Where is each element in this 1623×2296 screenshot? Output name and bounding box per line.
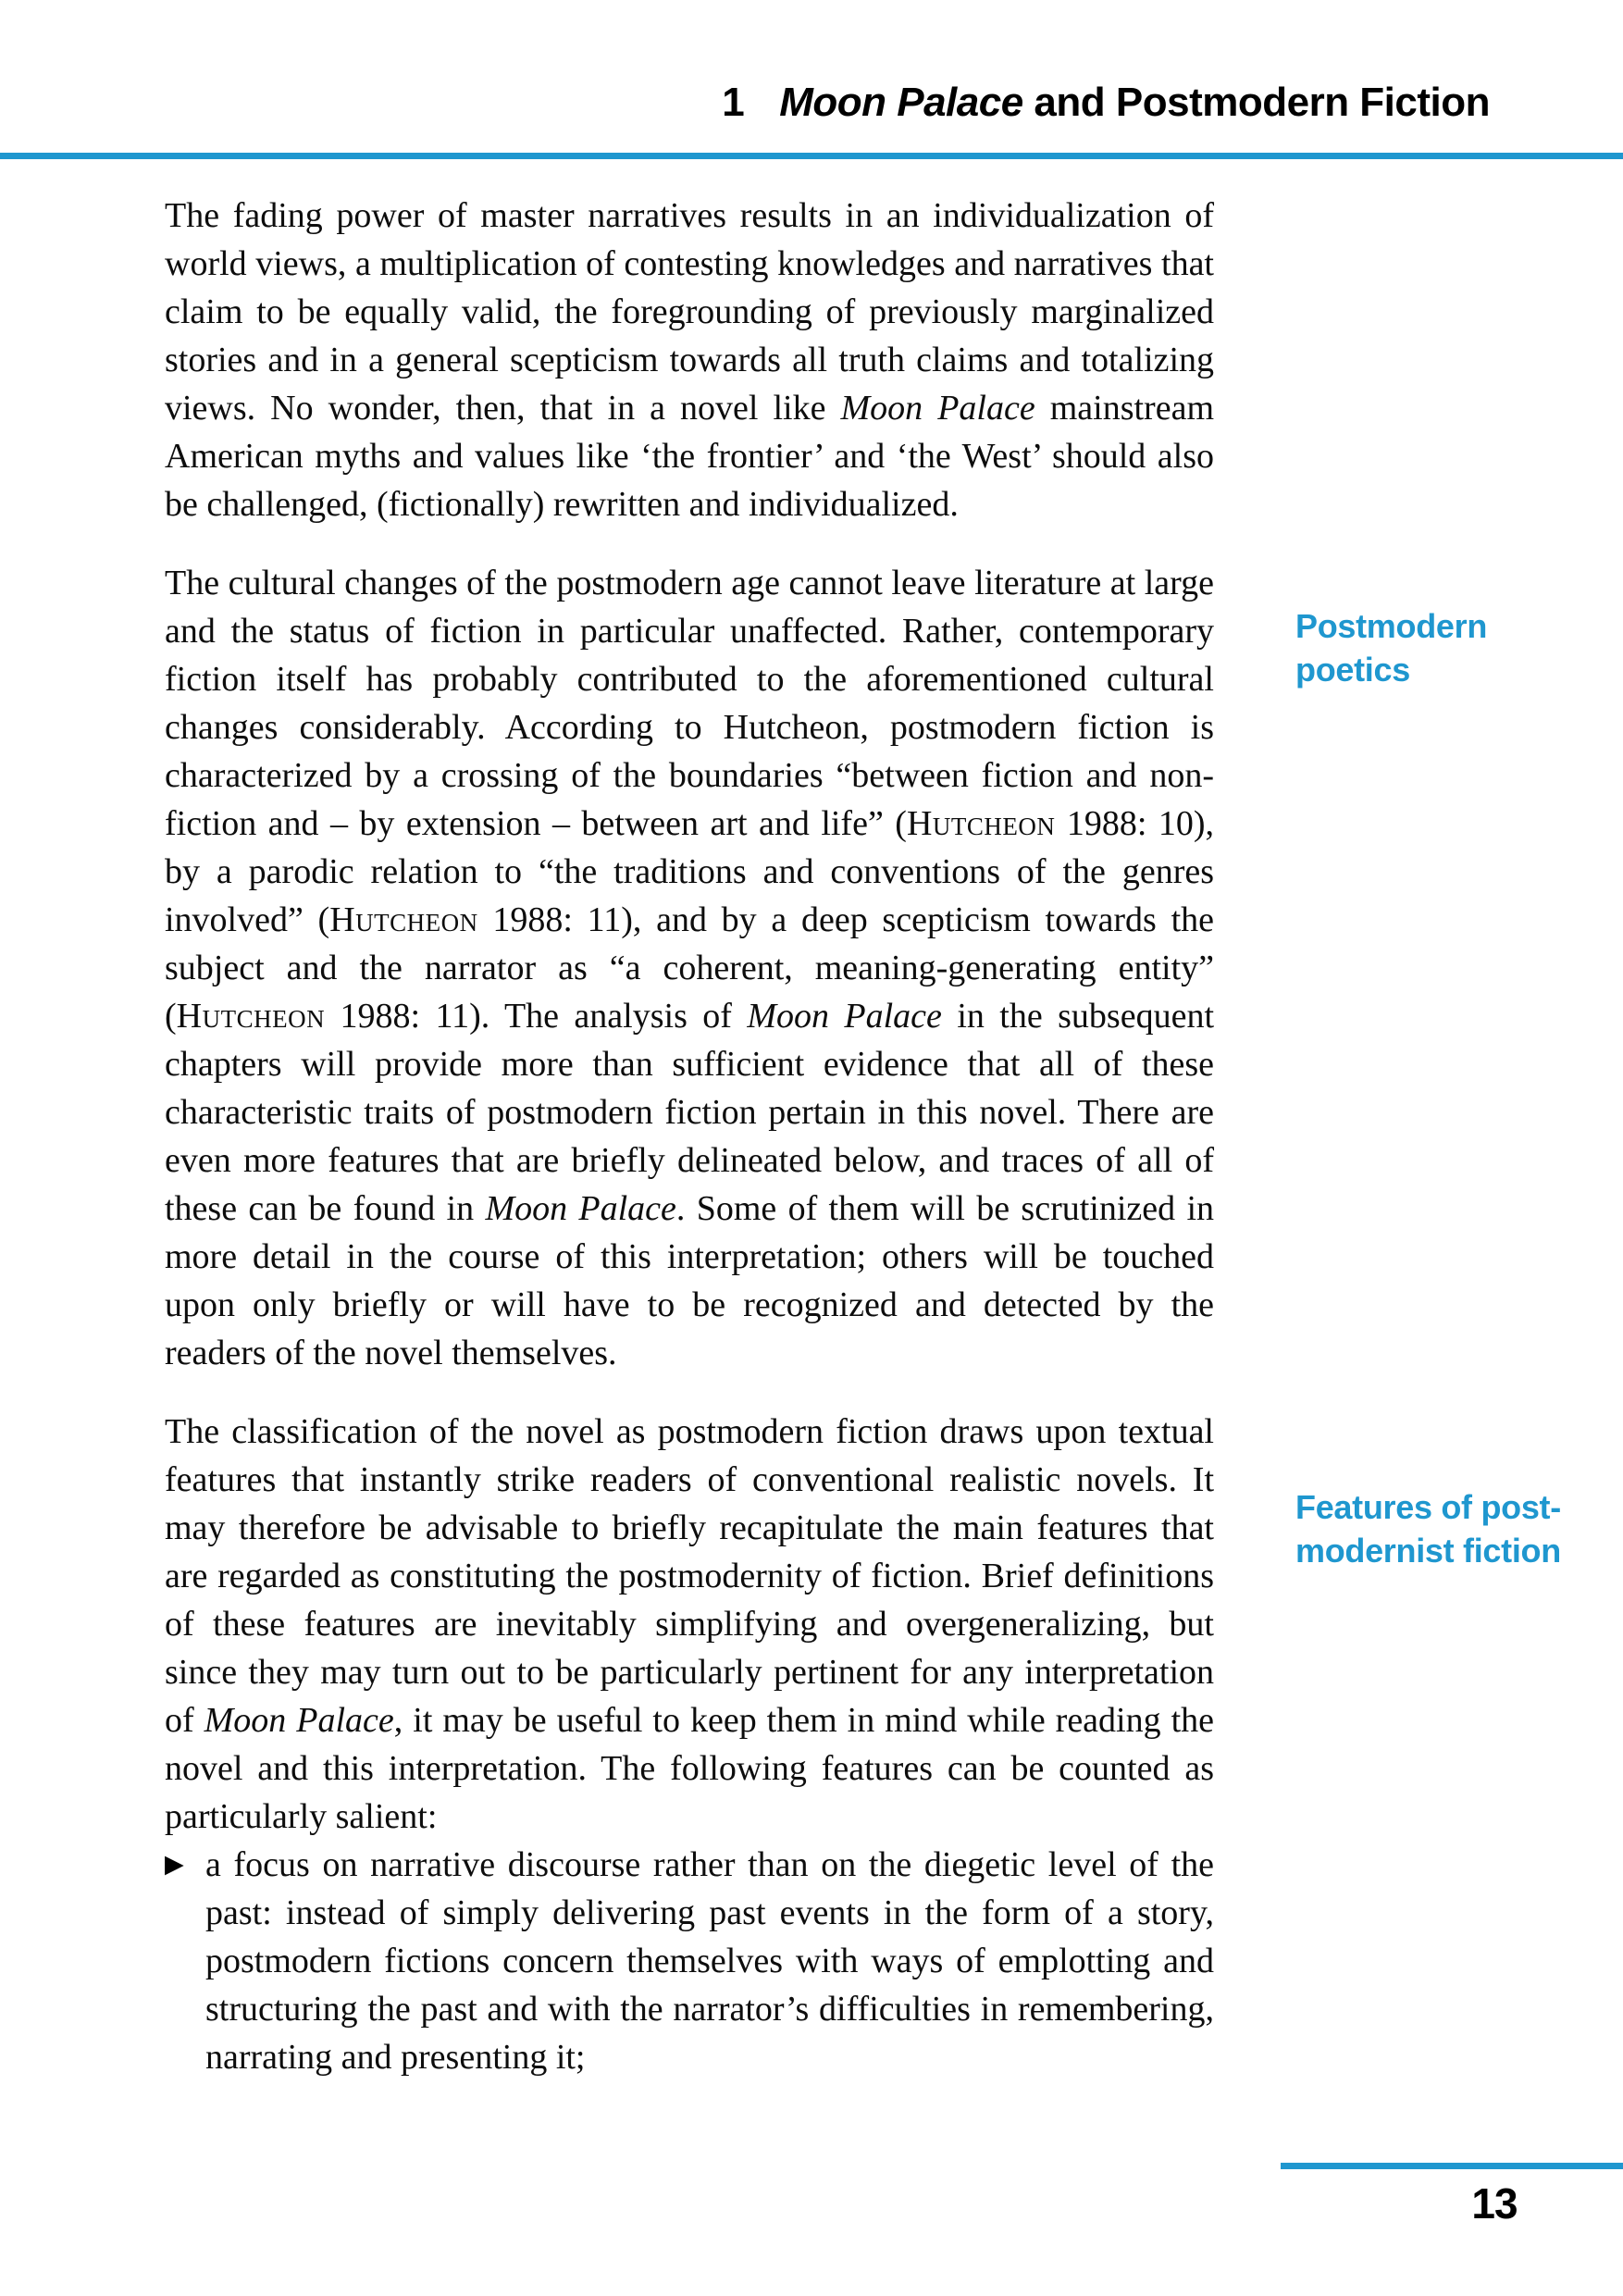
margin-note-features-of-postmodernist-fiction: Features of post-modernist fiction xyxy=(1295,1488,1561,1570)
body-paragraph-1: The fading power of master narratives results in an individualization of world views, a multiplication of contesting knowledges and narratives that claim to be equally valid, the foregrounding of previously marginalized stories and in a general scepticism towards all truth claims and totalizing views. No wonder, then, that in a novel like Moon Palace mainstream American myths and values like ‘the frontier’ and ‘the West’ should also be challenged, (fictionally) rewritten and individualized. xyxy=(165,196,1215,524)
chapter-heading xyxy=(722,80,1490,126)
body-paragraph-3: The classification of the novel as postmodern fiction draws upon textual features that instantly strike readers of conventional realistic novels. It may therefore be advisable to briefly recapitulate the main features that are regarded as constituting the postmodernity of fiction. Brief definitions of these features are inevitably simplifying and overgeneralizing, but since they may turn out to be particularly pertinent for any interpretation of Moon Palace, it may be useful to keep them in mind while reading the novel and this interpretation. The following features can be counted as particularly salient: xyxy=(165,1412,1215,1836)
chapter-title-book-name: Moon Palace xyxy=(779,80,1023,125)
page-number: 13 xyxy=(1471,2179,1518,2228)
margin-note-postmodern-poetics: Postmodern poetics xyxy=(1295,607,1488,689)
body-text-column xyxy=(165,192,1214,2081)
bullet-list-item xyxy=(165,1841,1214,2081)
body-paragraph-2: The cultural changes of the postmodern age cannot leave literature at large and the status of fiction in particular unaffected. Rather, contemporary fiction itself has probably contributed to the aforementioned cultural changes considerably. According to Hutcheon, postmodern fiction is characterized by a crossing of the boundaries “between fiction and non-fiction and – by extension – between art and life” (Hutcheon 1988: 10), by a parodic relation to “the traditions and conventions of the genres involved” (Hutcheon 1988: 11), and by a deep scepticism towards the subject and the narrator as “a coherent, meaning-generating entity” (Hutcheon 1988: 11). The analysis of Moon Palace in the subsequent chapters will provide more than sufficient evidence that all of these characteristic traits of postmodern fiction pertain in this novel. There are even more features that are briefly delineated below, and traces of all of these can be found in Moon Palace. Some of them will be scrutinized in more detail in the course of this interpretation; others will be touched upon only briefly or will have to be recognized and detected by the readers of the novel themselves. xyxy=(165,564,1215,1372)
chapter-title xyxy=(779,80,1490,126)
chapter-title-rest: and Postmodern Fiction xyxy=(1022,80,1490,125)
footer-rule xyxy=(1281,2163,1623,2169)
header-rule xyxy=(0,153,1623,159)
bullet-triangle-icon: ▶ xyxy=(165,1850,184,1879)
bullet-item-text: a focus on narrative discourse rather than on the diegetic level of the past: instead of simply delivering past events in the form of a story, postmodern fictions concern themselves with ways of emplotting and structuring the past and with the narrator’s difficulties in remembering, narrating and presenting it; xyxy=(205,1845,1214,2077)
chapter-number: 1 xyxy=(722,80,745,125)
